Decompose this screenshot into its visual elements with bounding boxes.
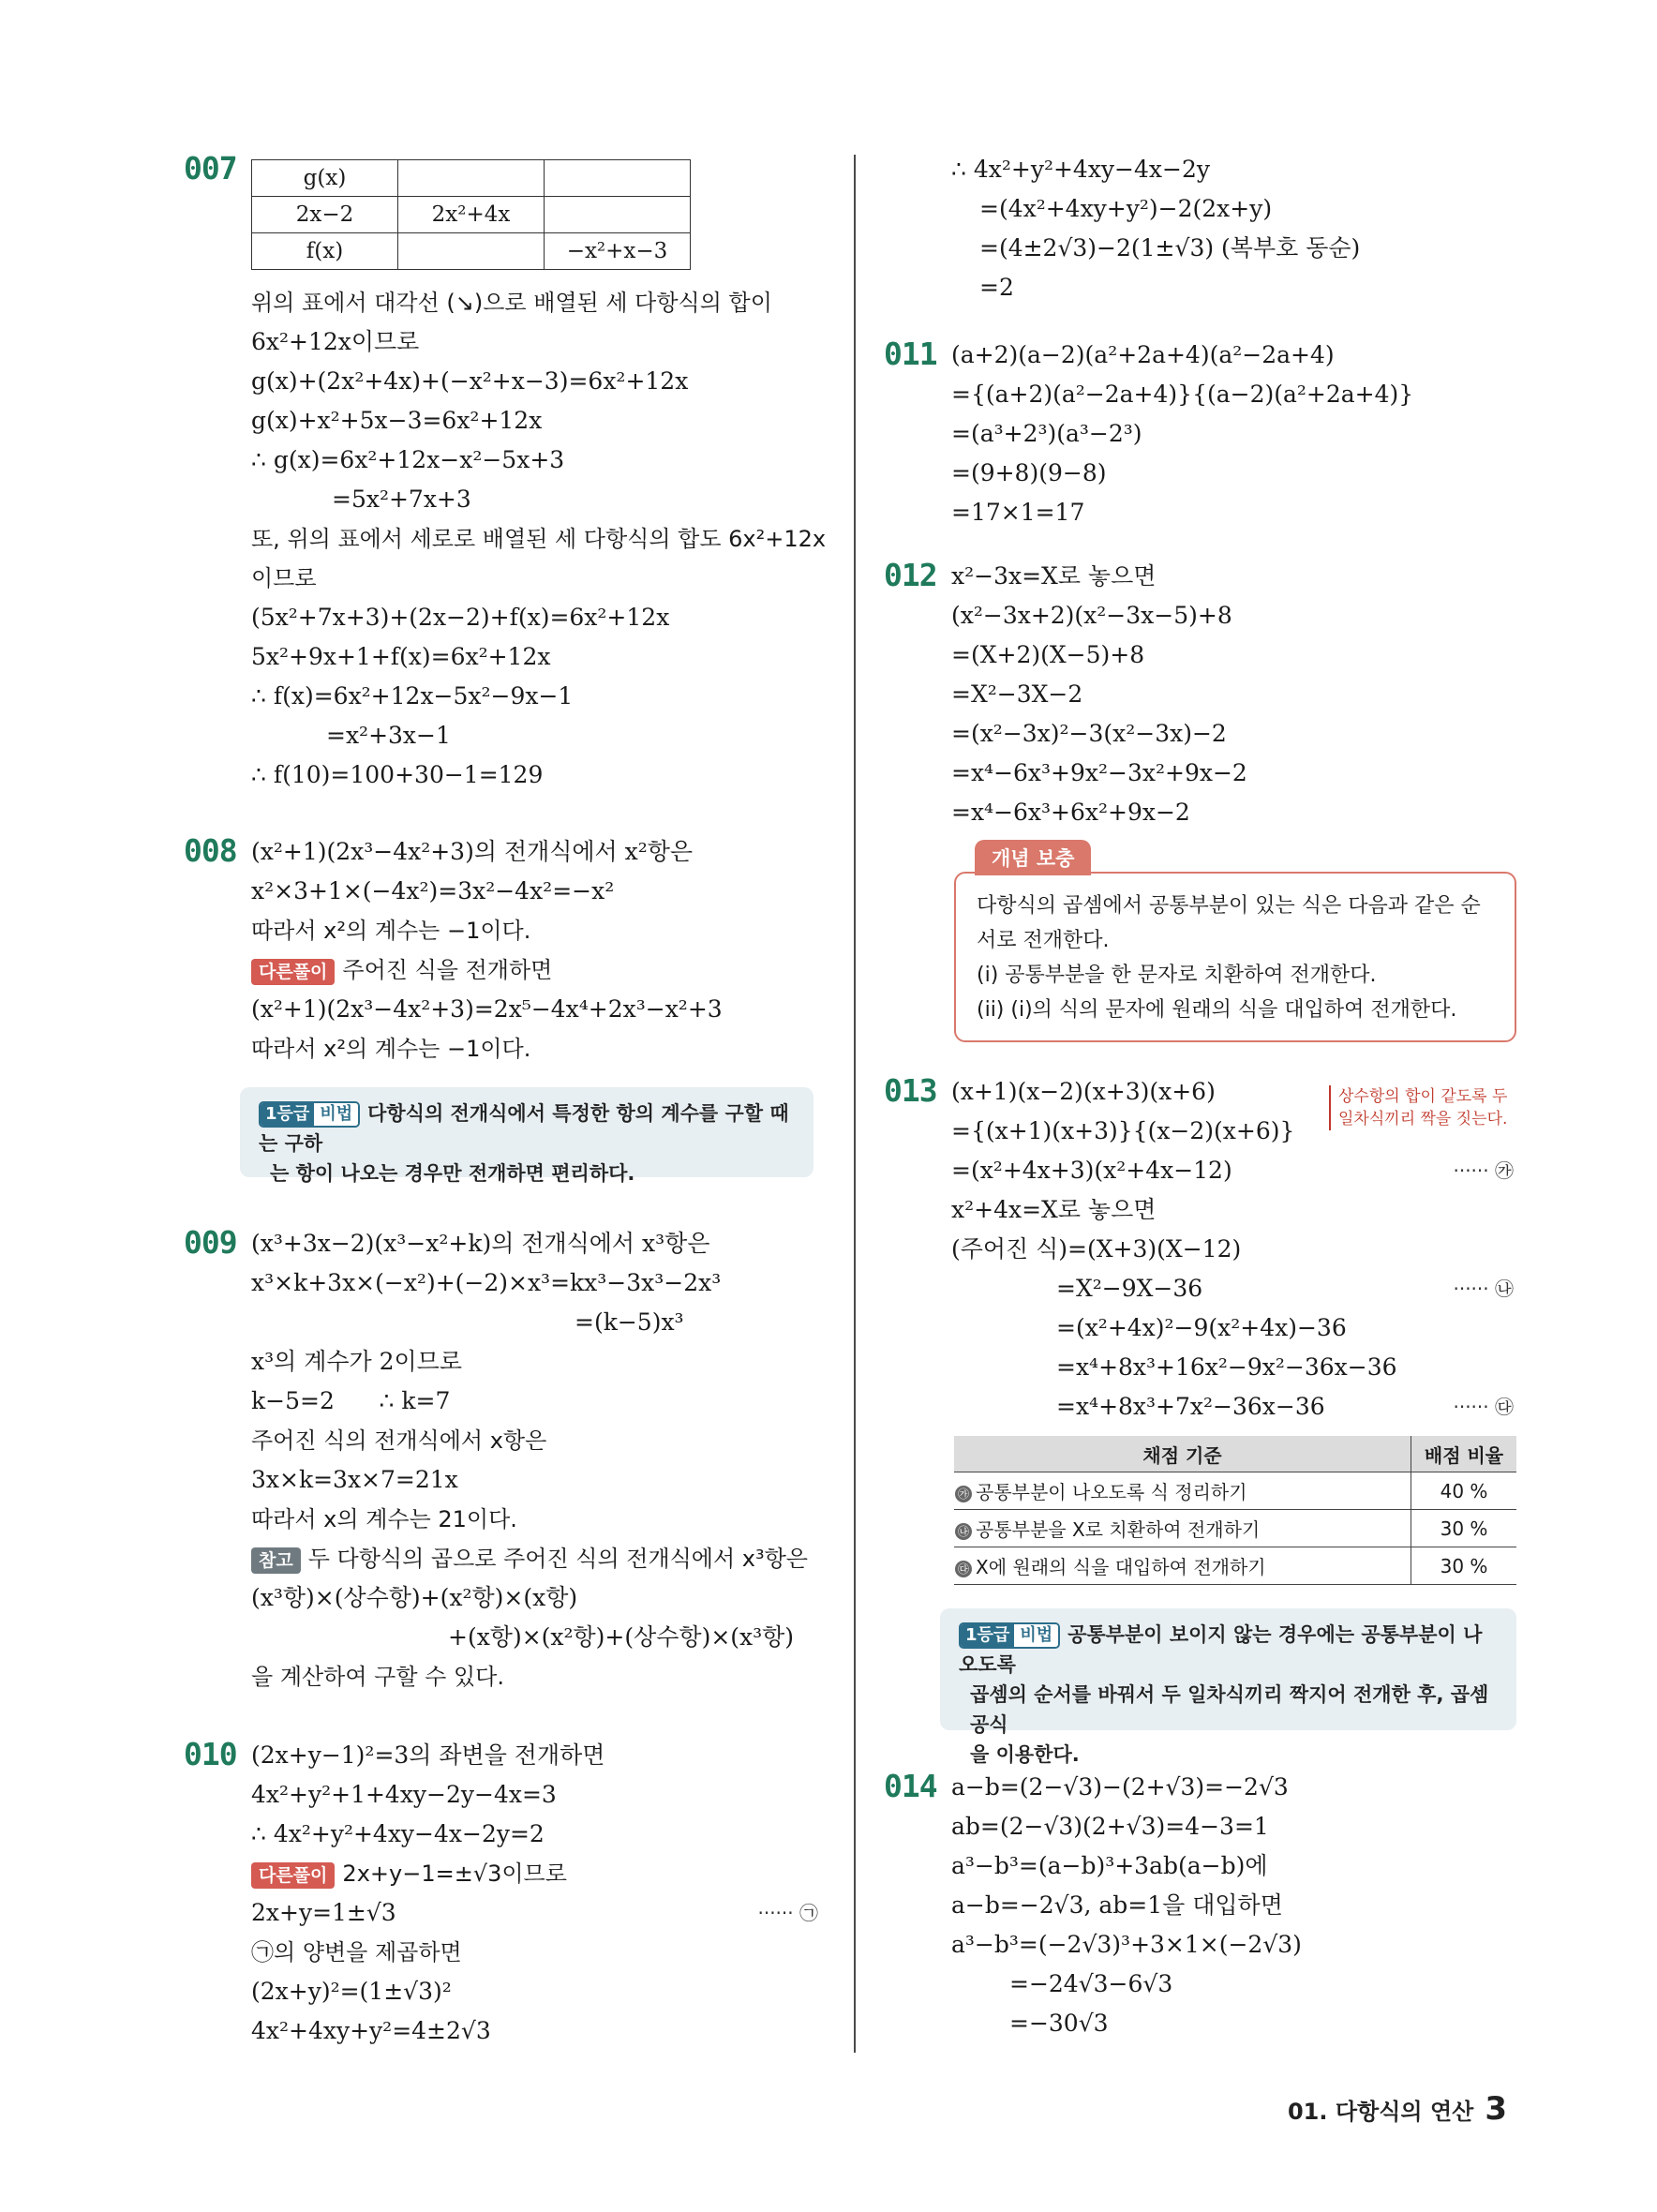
- score-header: 배점 비율: [1411, 1436, 1517, 1472]
- alt-solution-line: [251, 950, 723, 990]
- tip-box-013: [940, 1608, 1516, 1766]
- solution-line: +(x항)×(x²항)+(상수항)×(x³항): [448, 1623, 795, 1651]
- solution-line: =x⁴−6x³+6x²+9x−2: [951, 799, 1190, 826]
- solution-line: 3x×k=3x×7=21x: [251, 1466, 458, 1493]
- solution-line: =X²−9X−36 ······ ㉯: [951, 1269, 1514, 1308]
- solution-line: 이므로: [251, 565, 317, 591]
- table-cell: [545, 197, 691, 233]
- solution-line: ∴ f(x)=6x²+12x−5x²−9x−1: [251, 682, 574, 710]
- solution-line: a³−b³=(−2√3)³+3×1×(−2√3): [951, 1931, 1302, 1958]
- scoring-table: [954, 1436, 1516, 1585]
- solution-line: (x²+1)(2x³−4x²+3)의 전개식에서 x²항은: [251, 838, 694, 865]
- pairing-note: [1329, 1085, 1507, 1130]
- solution-line: ㉠의 양변을 제곱하면: [251, 1939, 462, 1965]
- table-cell: [398, 160, 545, 197]
- solution-line: g(x)+(2x²+4x)+(−x²+x−3)=6x²+12x: [251, 367, 689, 395]
- solution-line: =x⁴−6x³+9x²−3x²+9x−2: [951, 759, 1247, 786]
- table-row: ㉮ 공통부분이 나오도록 식 정리하기 40 %: [954, 1472, 1516, 1510]
- solution-line: a³−b³=(a−b)³+3ab(a−b)에: [951, 1852, 1268, 1879]
- problem-009: [251, 1224, 808, 1696]
- reference-line: [251, 1539, 808, 1578]
- reference-badge: 참고: [251, 1547, 301, 1574]
- note-line: 일차식끼리 짝을 짓는다.: [1338, 1110, 1508, 1128]
- solution-line: =X²−3X−2: [951, 680, 1083, 708]
- tip-line: 곱셈의 순서를 바꿔서 두 일차식끼리 짝지어 전개한 후, 곱셈 공식: [970, 1683, 1489, 1736]
- polynomial-table: [251, 159, 691, 270]
- chapter-title: 01. 다항식의 연산: [1287, 2099, 1474, 2125]
- solution-line: =(x²+4x+3)(x²+4x−12) ······ ㉮: [951, 1151, 1514, 1190]
- solution-line: =17×1=17: [951, 499, 1085, 526]
- tip-badge: 1등급 비법: [959, 1622, 1060, 1649]
- problem-007: [251, 159, 826, 795]
- equation-marker: ······ ㉮: [1453, 1159, 1514, 1182]
- solution-line: (2x+y−1)²=3의 좌변을 전개하면: [251, 1741, 605, 1769]
- solution-line: =x²+3x−1: [326, 722, 451, 749]
- solution-line: (x²+1)(2x³−4x²+3)=2x⁵−4x⁴+2x³−x²+3: [251, 995, 723, 1023]
- equation-marker: ······ ㉠: [757, 1902, 818, 1924]
- solution-line: x³의 계수가 2이므로: [251, 1348, 462, 1375]
- alt-solution-badge: 다른풀이: [251, 1862, 335, 1889]
- problem-number-011: 011: [884, 336, 937, 372]
- solution-line: ={(x+1)(x+3)}{(x−2)(x+6)}: [951, 1117, 1295, 1144]
- table-cell: [398, 233, 545, 270]
- alt-solution-badge: 다른풀이: [251, 959, 335, 985]
- concept-line: 다항식의 곱셈에서 공통부분이 있는 식은 다음과 같은 순: [977, 894, 1481, 918]
- solution-line: (x³항)×(상수항)+(x²항)×(x항): [251, 1584, 578, 1611]
- solution-line: ={(a+2)(a²−2a+4)}{(a−2)(a²+2a+4)}: [951, 381, 1414, 408]
- problem-012: [951, 557, 1247, 832]
- table-cell: −x²+x−3: [545, 233, 691, 270]
- problem-number-012: 012: [884, 557, 937, 593]
- solution-line: 4x²+4xy+y²=4±2√3: [251, 2017, 491, 2044]
- table-row: ㉰ X에 원래의 식을 대입하여 전개하기 30 %: [954, 1547, 1516, 1585]
- solution-line: =x⁴+8x³+7x²−36x−36 ······ ㉰: [951, 1387, 1514, 1427]
- alt-solution-text: 주어진 식을 전개하면: [342, 957, 553, 983]
- problem-011: [951, 336, 1413, 532]
- solution-line: ∴ g(x)=6x²+12x−x²−5x+3: [251, 446, 565, 473]
- solution-line: 따라서 x²의 계수는 −1이다.: [251, 918, 531, 944]
- problem-number-008: 008: [184, 832, 237, 869]
- note-line: 상수항의 합이 같도록 두: [1338, 1087, 1508, 1106]
- solution-line: =−30√3: [1009, 2010, 1109, 2037]
- problem-number-014: 014: [884, 1768, 937, 1804]
- solution-line: =(k−5)x³: [575, 1308, 684, 1336]
- solution-line: k−5=2 ∴ k=7: [251, 1387, 451, 1414]
- table-cell: [545, 160, 691, 197]
- solution-line: x²−3x=X로 놓으면: [951, 562, 1157, 590]
- concept-line: 서로 전개한다.: [977, 929, 1110, 952]
- solution-line: =(4±2√3)−2(1±√3) (복부호 동순): [979, 234, 1361, 262]
- solution-line: =(x²+4x)²−9(x²+4x)−36: [1056, 1314, 1347, 1341]
- table-cell: g(x): [252, 160, 398, 197]
- tip-line: 1등급 비법 다항식의 전개식에서 특정한 항의 계수를 구할 때는 구하: [259, 1102, 789, 1155]
- table-row: ㉯ 공통부분을 X로 치환하여 전개하기 30 %: [954, 1510, 1516, 1547]
- solution-line: a−b=−2√3, ab=1을 대입하면: [951, 1891, 1283, 1919]
- problem-008: [251, 832, 723, 1069]
- tip-line: 1등급 비법 공통부분이 보이지 않는 경우에는 공통부분이 나오도록: [959, 1623, 1483, 1676]
- problem-number-013: 013: [884, 1072, 937, 1109]
- column-divider: [854, 155, 856, 2053]
- solution-line: =(X+2)(X−5)+8: [951, 641, 1145, 668]
- reference-text: 두 다항식의 곱으로 주어진 식의 전개식에서 x³항은: [307, 1546, 808, 1572]
- table-cell: 2x−2: [252, 197, 398, 233]
- solution-line: ∴ 4x²+y²+4xy−4x−2y=2: [251, 1820, 545, 1847]
- solution-line: 5x²+9x+1+f(x)=6x²+12x: [251, 643, 551, 670]
- solution-line: 을 계산하여 구할 수 있다.: [251, 1664, 504, 1690]
- solution-line: 4x²+y²+1+4xy−2y−4x=3: [251, 1781, 557, 1808]
- page-footer: [1288, 2090, 1507, 2128]
- problem-014: [951, 1768, 1302, 2043]
- tip-badge: 1등급 비법: [259, 1101, 360, 1128]
- solution-line: (x²−3x+2)(x²−3x−5)+8: [951, 602, 1232, 629]
- solution-line: (2x+y)²=(1±√3)²: [251, 1978, 452, 2005]
- solution-line: ab=(2−√3)(2+√3)=4−3=1: [951, 1813, 1269, 1840]
- solution-line: 또, 위의 표에서 세로로 배열된 세 다항식의 합도 6x²+12x: [251, 526, 827, 552]
- solution-line: 따라서 x²의 계수는 −1이다.: [251, 1036, 531, 1062]
- equation-marker: ······ ㉯: [1453, 1278, 1514, 1300]
- problem-010: [251, 1736, 818, 2051]
- solution-line: x²+4x=X로 놓으면: [951, 1196, 1157, 1223]
- equation-marker: ······ ㉰: [1453, 1396, 1514, 1418]
- solution-line: a−b=(2−√3)−(2+√3)=−2√3: [951, 1773, 1289, 1801]
- score-header: 채점 기준: [954, 1436, 1411, 1472]
- solution-line: =(x²−3x)²−3(x²−3x)−2: [951, 720, 1227, 747]
- table-cell: f(x): [252, 233, 398, 270]
- solution-line: (주어진 식)=(X+3)(X−12): [951, 1235, 1242, 1263]
- solution-line: x³×k+3x×(−x²)+(−2)×x³=kx³−3x³−2x³: [251, 1269, 722, 1296]
- solution-line: 6x²+12x이므로: [251, 328, 420, 355]
- solution-line: =(4x²+4xy+y²)−2(2x+y): [979, 195, 1273, 222]
- problem-number-009: 009: [184, 1224, 237, 1261]
- concept-line: (i) 공통부분을 한 문자로 치환하여 전개한다.: [977, 964, 1377, 987]
- tip-line: 을 이용한다.: [970, 1743, 1080, 1766]
- solution-line: x²×3+1×(−4x²)=3x²−4x²=−x²: [251, 877, 615, 904]
- alt-solution-line: [251, 1854, 818, 1893]
- solution-line: =5x²+7x+3: [332, 486, 471, 513]
- concept-line: (ii) (i)의 식의 문자에 원래의 식을 대입하여 전개한다.: [977, 998, 1457, 1022]
- solution-line: 따라서 x의 계수는 21이다.: [251, 1506, 517, 1532]
- solution-line: =−24√3−6√3: [1009, 1970, 1173, 1997]
- solution-line: =(a³+2³)(a³−2³): [951, 420, 1142, 447]
- solution-line: =(9+8)(9−8): [951, 459, 1107, 486]
- problem-number-010: 010: [184, 1736, 237, 1772]
- solution-line: (x+1)(x−2)(x+3)(x+6): [951, 1078, 1216, 1105]
- solution-line: =2: [979, 274, 1014, 301]
- solution-line: 위의 표에서 대각선 (↘)으로 배열된 세 다항식의 합이: [251, 290, 772, 316]
- concept-tab: 개념 보충: [975, 840, 1091, 875]
- solution-line: ∴ 4x²+y²+4xy−4x−2y: [951, 156, 1210, 183]
- problem-010-continued: [951, 150, 1360, 307]
- solution-line: 2x+y=1±√3 ······ ㉠: [251, 1893, 818, 1933]
- tip-box-008: [240, 1087, 814, 1185]
- solution-line: (x³+3x−2)(x³−x²+k)의 전개식에서 x³항은: [251, 1230, 710, 1257]
- solution-line: (5x²+7x+3)+(2x−2)+f(x)=6x²+12x: [251, 604, 670, 631]
- table-cell: 2x²+4x: [398, 197, 545, 233]
- alt-solution-text: 2x+y−1=±√3이므로: [342, 1861, 567, 1887]
- solution-line: g(x)+x²+5x−3=6x²+12x: [251, 407, 543, 434]
- concept-box: [954, 872, 1516, 1042]
- problem-number-007: 007: [184, 150, 237, 187]
- solution-line: ∴ f(10)=100+30−1=129: [251, 761, 544, 788]
- tip-line: 는 항이 나오는 경우만 전개하면 편리하다.: [270, 1162, 635, 1185]
- solution-line: 주어진 식의 전개식에서 x항은: [251, 1427, 547, 1454]
- page-number: 3: [1485, 2090, 1507, 2128]
- solution-line: (a+2)(a−2)(a²+2a+4)(a²−2a+4): [951, 341, 1335, 368]
- solution-line: =x⁴+8x³+16x²−9x²−36x−36: [1056, 1353, 1397, 1381]
